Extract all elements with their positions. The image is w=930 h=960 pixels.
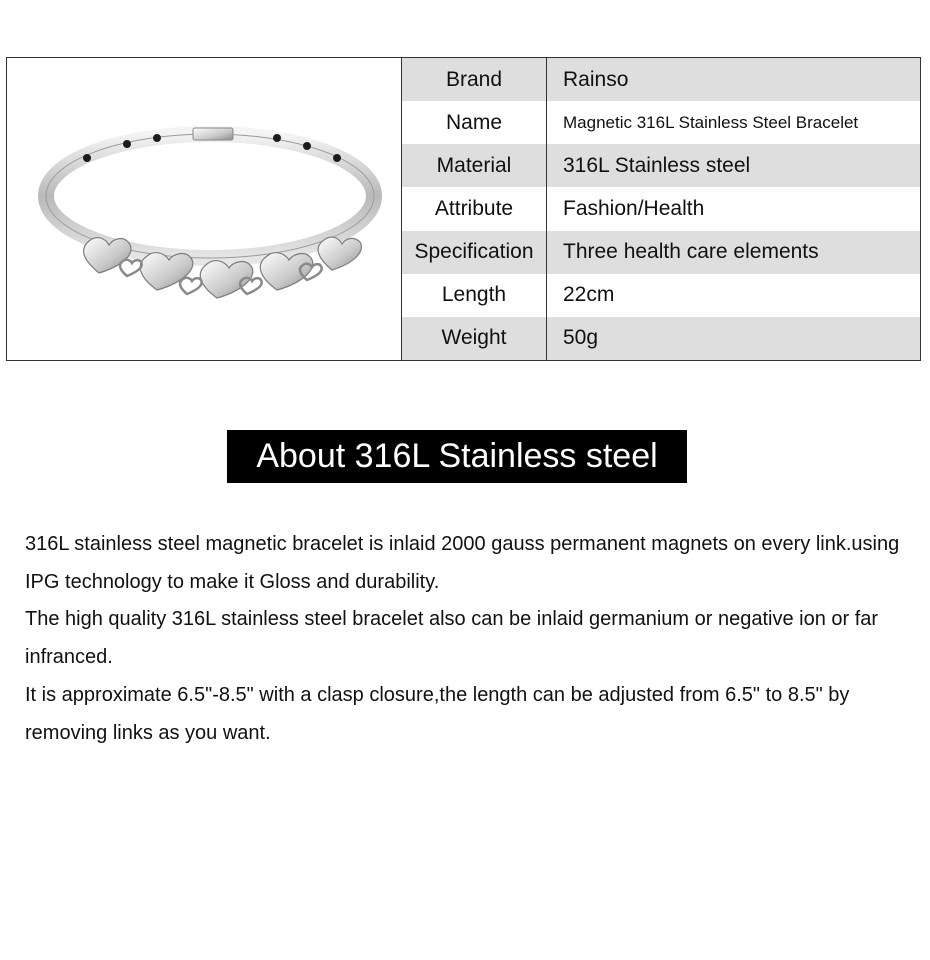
spec-row-weight — [402, 317, 920, 360]
about-text — [25, 526, 915, 752]
spec-row-attribute — [402, 187, 920, 230]
spec-value: Rainso — [547, 58, 921, 101]
about-paragraph: It is approximate 6.5"-8.5" with a clasp closure,the length can be adjusted from 6.5" to 8.5" by removing links as you want. — [25, 683, 850, 744]
spec-value: Three health care elements — [547, 231, 921, 274]
spec-value: Magnetic 316L Stainless Steel Bracelet — [547, 101, 921, 144]
spec-row-specification — [402, 231, 920, 274]
spec-key: Name — [402, 101, 547, 144]
spec-value: 316L Stainless steel — [547, 144, 921, 187]
spec-key: Length — [402, 274, 547, 317]
spec-key: Brand — [402, 58, 547, 101]
about-heading: About 316L Stainless steel — [227, 430, 687, 483]
spec-row-length — [402, 274, 920, 317]
spec-key: Attribute — [402, 187, 547, 230]
spec-value: 22cm — [547, 274, 921, 317]
spec-key: Specification — [402, 231, 547, 274]
about-paragraph: The high quality 316L stainless steel bracelet also can be inlaid germanium or negative ion or far infranced. — [25, 608, 879, 669]
about-paragraph: 316L stainless steel magnetic bracelet is inlaid 2000 gauss permanent magnets on every link.using IPG technology to make it Gloss and durability. — [25, 533, 900, 593]
heart-link-magnetic-bracelet-icon — [7, 58, 401, 360]
spec-row-material — [402, 144, 920, 187]
spec-table — [402, 58, 920, 360]
spec-key: Material — [402, 144, 547, 187]
spec-value: Fashion/Health — [547, 187, 921, 230]
spec-row-brand — [402, 58, 920, 101]
spec-value: 50g — [547, 317, 921, 360]
spec-key: Weight — [402, 317, 547, 360]
product-photo — [7, 58, 402, 360]
spec-row-name — [402, 101, 920, 144]
product-spec-box — [6, 57, 921, 361]
